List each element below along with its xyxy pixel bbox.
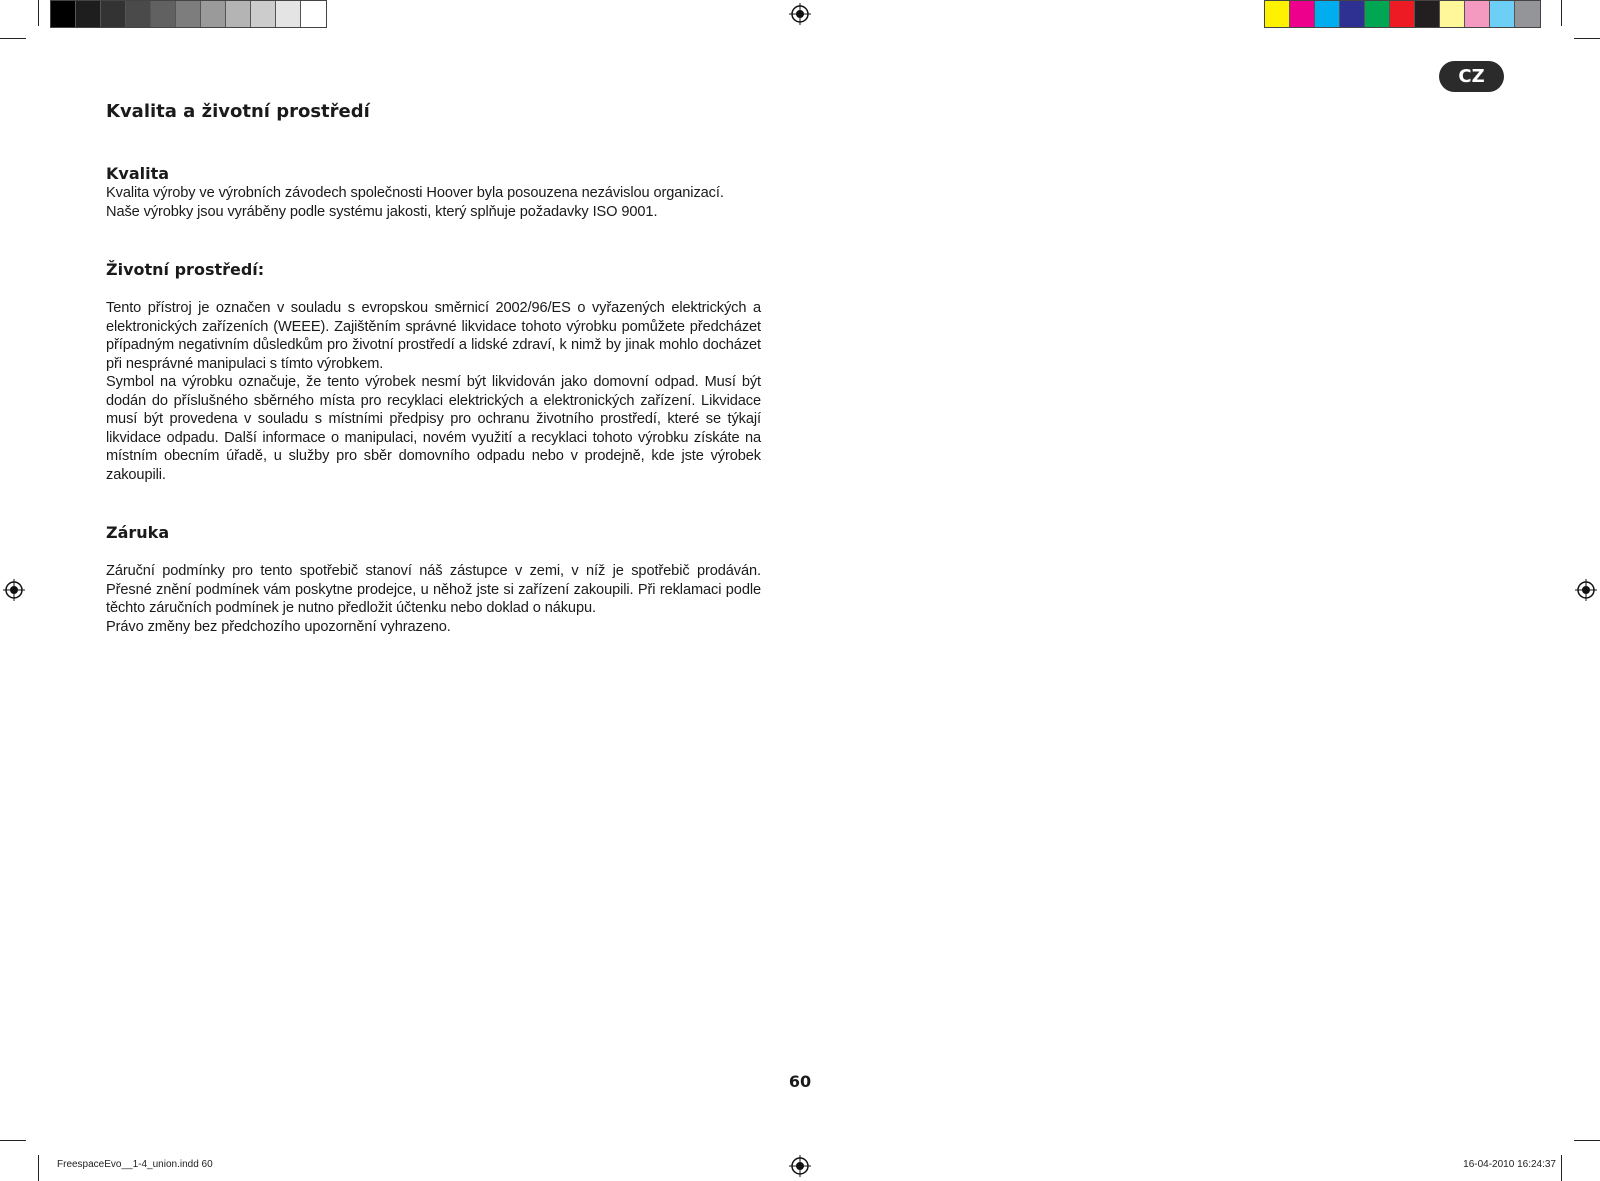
process-color-swatch [1265, 1, 1290, 27]
section-body-environment [106, 299, 761, 484]
process-color-swatch [1365, 1, 1390, 27]
language-badge: CZ [1439, 61, 1504, 92]
section-heading-quality: Kvalita [106, 164, 170, 183]
grayscale-swatch [76, 1, 101, 27]
grayscale-swatch [226, 1, 251, 27]
section-body-warranty [106, 562, 761, 636]
grayscale-swatch [176, 1, 201, 27]
grayscale-swatch [301, 1, 326, 27]
paragraph: Právo změny bez předchozího upozornění vyhrazeno. [106, 618, 451, 635]
grayscale-color-bar [50, 0, 327, 28]
process-color-swatch [1340, 1, 1365, 27]
process-color-swatch [1290, 1, 1315, 27]
grayscale-swatch [101, 1, 126, 27]
process-color-swatch [1315, 1, 1340, 27]
grayscale-swatch [51, 1, 76, 27]
crop-mark-bottom-right-horizontal [1574, 1140, 1600, 1141]
slug-timestamp: 16-04-2010 16:24:37 [1463, 1159, 1556, 1170]
page-number: 60 [788, 1072, 812, 1091]
slug-file-info: FreespaceEvo__1-4_union.indd 60 [57, 1159, 213, 1170]
crop-mark-top-left-vertical [38, 0, 39, 26]
paragraph: Tento přístroj je označen v souladu s evropskou směrnicí 2002/96/ES o vyřazených elektrických a elektronických zařízeních (WEEE). Zajištěním správné likvidace tohoto výrobku pomůžete předcházet případným negativním důsledkům pro životní prostředí a lidské zdraví, k nimž by jinak mohlo docházet při nesprávné manipulaci s tímto výrobkem. [106, 300, 761, 372]
page-title: Kvalita a životní prostředí [106, 101, 370, 122]
process-color-swatch [1440, 1, 1465, 27]
section-heading-environment: Životní prostředí: [106, 260, 265, 279]
grayscale-swatch [201, 1, 226, 27]
grayscale-swatch [251, 1, 276, 27]
process-color-swatch [1490, 1, 1515, 27]
section-body-quality [106, 184, 761, 221]
crop-mark-bottom-left-horizontal [0, 1140, 26, 1141]
grayscale-swatch [276, 1, 301, 27]
registration-mark-icon [789, 1155, 811, 1177]
process-color-swatch [1415, 1, 1440, 27]
paragraph: Naše výrobky jsou vyráběny podle systému jakosti, který splňuje požadavky ISO 9001. [106, 203, 658, 220]
paragraph: Symbol na výrobku označuje, že tento výrobek nesmí být likvidován jako domovní odpad. Musí být dodán do příslušného sběrného místa pro recyklaci elektrických a elektronických zařízení. Likvidace musí být provedena v souladu s místními předpisy pro ochranu životního prostředí, které se týkají likvidace odpadu. Další informace o manipulaci, novém využití a recyklaci tohoto výrobku získáte na místním obecním úřadě, u služby pro sběr domovního odpadu nebo v prodejně, kde jste výrobek zakoupili. [106, 374, 761, 483]
process-color-bar [1264, 0, 1541, 28]
registration-mark-icon [3, 579, 25, 601]
crop-mark-top-left-horizontal [0, 38, 26, 39]
crop-mark-bottom-left-vertical [38, 1155, 39, 1181]
section-heading-warranty: Záruka [106, 523, 170, 542]
process-color-swatch [1390, 1, 1415, 27]
registration-mark-icon [789, 3, 811, 25]
crop-mark-top-right-vertical [1561, 0, 1562, 26]
process-color-swatch [1515, 1, 1540, 27]
registration-mark-icon [1575, 579, 1597, 601]
crop-mark-bottom-right-vertical [1561, 1155, 1562, 1181]
paragraph: Záruční podmínky pro tento spotřebič stanoví náš zástupce v zemi, v níž je spotřebič prodáván. Přesné znění podmínek vám poskytne prodejce, u něhož jste si zařízení zakoupili. Při reklamaci podle těchto záručních podmínek je nutno předložit účtenku nebo doklad o nákupu. [106, 563, 761, 616]
grayscale-swatch [126, 1, 151, 27]
grayscale-swatch [151, 1, 176, 27]
crop-mark-top-right-horizontal [1574, 38, 1600, 39]
process-color-swatch [1465, 1, 1490, 27]
paragraph: Kvalita výroby ve výrobních závodech společnosti Hoover byla posouzena nezávislou organizací. [106, 185, 724, 201]
